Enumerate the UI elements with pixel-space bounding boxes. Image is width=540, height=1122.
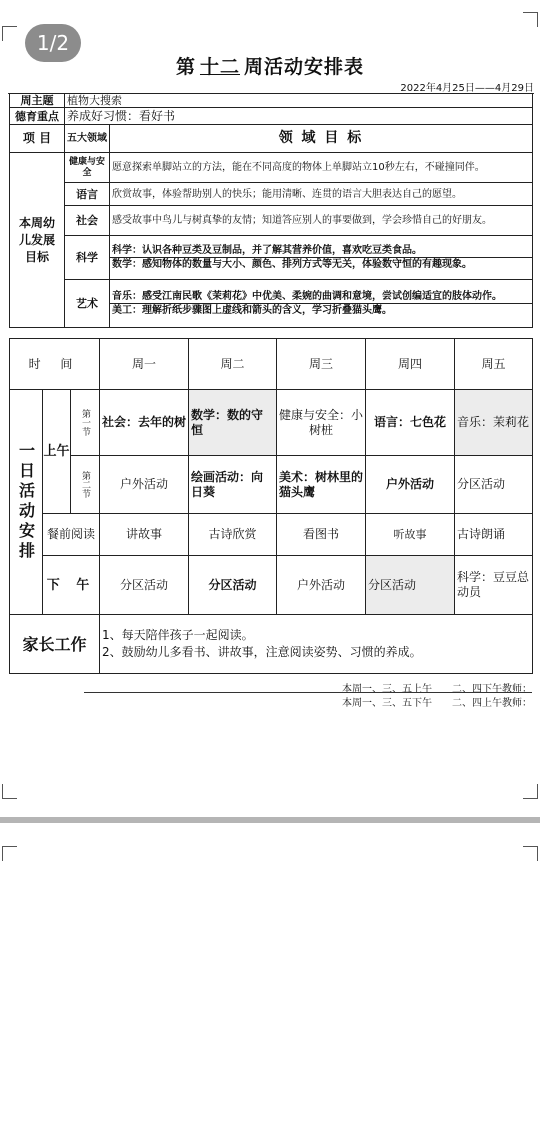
corner-mark-top-left: [2, 26, 17, 41]
parents-label: 家长工作: [10, 615, 100, 674]
date-range: 2022年4月25日——4月29日: [8, 79, 534, 94]
goal-arts-1: 音乐：感受江南民歌《茉莉花》中优美、柔婉的曲调和意境，尝试创编适宜的肢体动作。: [110, 290, 532, 304]
goal-social: 感受故事中鸟儿与树真挚的友情；知道答应别人的事要做到，学会珍惜自己的好朋友。: [110, 206, 533, 236]
reading-wed: 看图书: [277, 514, 366, 556]
period1-label-cell: [71, 390, 100, 456]
goal-science: [110, 236, 533, 280]
parents-item-1: 1、每天陪伴孩子一起阅读。: [102, 628, 254, 642]
parents-content: [100, 615, 533, 674]
corner-mark-bottom-right: [523, 784, 538, 799]
afternoon-thu: 分区活动: [366, 556, 455, 615]
domain-health: 健康与安全: [65, 153, 110, 183]
day-mon: 周一: [100, 339, 189, 390]
goal-arts-2: 美工：理解折纸步骤图上虚线和箭头的含义，学习折叠猫头鹰。: [112, 305, 392, 316]
afternoon-tue: 分区活动: [189, 556, 277, 615]
daily-label-cell: [10, 390, 43, 615]
day-fri: 周五: [455, 339, 533, 390]
goal-health: 愿意探索单脚站立的方法，能在不同高度的物体上单脚站立10秒左右，不碰撞同伴。: [110, 153, 533, 183]
moral-value: 养成好习惯：看好书: [65, 108, 533, 125]
period2-mon: 户外活动: [100, 456, 189, 514]
day-tue: 周二: [189, 339, 277, 390]
goals-label: 本周幼儿发展目标: [10, 153, 65, 328]
goal-header: 领 域 目 标: [110, 125, 533, 153]
daily-schedule-table: [9, 338, 533, 674]
goal-language: 欣赏故事，体验帮助别人的快乐；能用清晰、连贯的语言大胆表达自己的愿望。: [110, 183, 533, 206]
period2-thu: 户外活动: [366, 456, 455, 514]
title-suffix: 周活动安排表: [244, 56, 365, 78]
theme-value: 植物大搜索: [65, 94, 533, 108]
footer-line-2: 本周一、三、五下午 二、四上午教师：: [342, 698, 532, 709]
title-prefix: 第: [175, 56, 196, 78]
weekly-goals-table: [9, 93, 533, 328]
goal-arts: [110, 280, 533, 328]
theme-label: 周主题: [10, 94, 65, 108]
document-title: [0, 52, 540, 79]
morning-label: 上午: [43, 390, 71, 514]
period2-wed: 美术：树林里的猫头鹰: [277, 456, 366, 514]
reading-thu: 听故事: [366, 514, 455, 556]
period1-mon: 社会：去年的树: [100, 390, 189, 456]
domain-science: 科学: [65, 236, 110, 280]
domain-language: 语言: [65, 183, 110, 206]
page-indicator: 1/2: [25, 24, 81, 62]
goal-science-1: 科学：认识各种豆类及豆制品，并了解其营养价值，喜欢吃豆类食品。: [110, 244, 532, 258]
period2-label-cell: [71, 456, 100, 514]
period2-label: 第二节: [80, 471, 90, 498]
corner-mark-bottom-left: [2, 784, 17, 799]
domain-label: 五大领域: [65, 125, 110, 153]
corner-mark-top-right: [523, 12, 538, 27]
reading-label: 餐前阅读: [43, 514, 100, 556]
daily-label: 一日活动安排: [16, 442, 36, 562]
corner-mark-page2-top-right: [523, 846, 538, 861]
period1-label: 第一节: [80, 409, 90, 436]
moral-label: 德育重点: [10, 108, 65, 125]
parents-item-2: 2、鼓励幼儿多看书、讲故事，注意阅读姿势、习惯的养成。: [102, 645, 422, 659]
day-thu: 周四: [366, 339, 455, 390]
goal-science-2: 数学：感知物体的数量与大小、颜色、排列方式等无关，体验数守恒的有趣现象。: [112, 259, 472, 270]
period1-wed: 健康与安全：小树桩: [277, 390, 366, 456]
reading-mon: 讲故事: [100, 514, 189, 556]
corner-mark-page2-top-left: [2, 846, 17, 861]
period2-fri: 分区活动: [455, 456, 533, 514]
footer-line-1: 本周一、三、五上午 二、四下午教师：: [342, 684, 532, 695]
period1-tue: 数学：数的守恒: [189, 390, 277, 456]
reading-fri: 古诗朗诵: [455, 514, 533, 556]
afternoon-fri: 科学：豆豆总动员: [455, 556, 533, 615]
item-label: 项 目: [10, 125, 65, 153]
period1-thu: 语言：七色花: [366, 390, 455, 456]
period2-tue: 绘画活动：向日葵: [189, 456, 277, 514]
domain-arts: 艺术: [65, 280, 110, 328]
afternoon-mon: 分区活动: [100, 556, 189, 615]
time-label: 时 间: [10, 339, 100, 390]
period1-fri: 音乐：茉莉花: [455, 390, 533, 456]
afternoon-wed: 户外活动: [277, 556, 366, 615]
domain-social: 社会: [65, 206, 110, 236]
afternoon-label: 下 午: [43, 556, 100, 615]
day-wed: 周三: [277, 339, 366, 390]
page-divider: [0, 817, 540, 823]
reading-tue: 古诗欣赏: [189, 514, 277, 556]
week-number: 十二: [199, 56, 240, 78]
footer-rule: [84, 692, 532, 693]
